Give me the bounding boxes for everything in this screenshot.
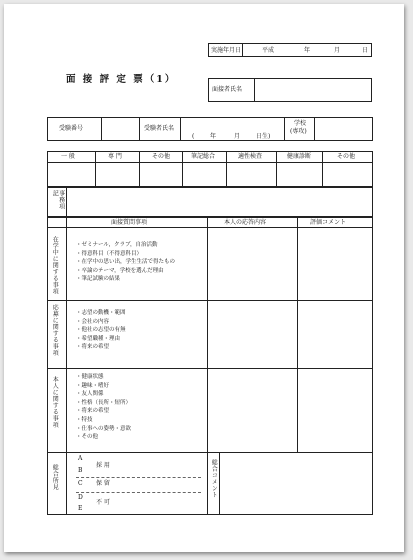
answers-header: 本人の応答内容: [224, 219, 267, 226]
grade-a: A: [78, 455, 83, 462]
overall-label: 総合所見: [51, 464, 59, 490]
birth-year: 年: [210, 133, 217, 140]
date-era: 平成: [262, 47, 275, 54]
date-month-unit: 月: [334, 47, 341, 54]
list-item: ・筆記試験の結果: [76, 276, 121, 283]
applicant-number-label: 受験番号: [59, 125, 84, 132]
school-major: (専攻): [290, 128, 307, 135]
list-item: ・性格（長所・短所）: [76, 399, 132, 406]
grade-e: E: [78, 505, 83, 512]
score-header-other2: その他: [337, 153, 356, 160]
notes-row: [47, 187, 373, 217]
list-item: ・特技: [76, 416, 93, 423]
list-item: ・友人関係: [76, 391, 104, 398]
birth-month: 月: [234, 133, 241, 140]
section-personal-label: 本人に関する事項: [51, 376, 59, 428]
evaluation-sheet: [4, 4, 404, 552]
grade-d-text: 不 可: [96, 499, 110, 506]
grade-b-text: 採 用: [96, 462, 110, 469]
score-header-special: 専 門: [108, 153, 122, 160]
grade-c: C: [78, 480, 83, 487]
birth-day: 日生): [256, 133, 271, 140]
notes-label: 事務項記: [51, 190, 65, 210]
section-application-items: [76, 309, 126, 352]
grade-b: B: [78, 467, 83, 474]
section-application-label: 応募に関する事項: [51, 304, 59, 356]
section-personal-items: [76, 373, 131, 442]
overall-comment-label: 総合コメント: [210, 459, 218, 498]
list-item: ・志望の動機・範囲: [76, 310, 126, 316]
list-item: ・在学中の思い出，学生生活で得たもの: [76, 259, 176, 266]
list-item: ・得意科目（不得意科目）: [76, 250, 143, 257]
score-header-health: 健康診断: [287, 153, 312, 160]
score-header-aptitude: 適性検査: [238, 153, 263, 160]
list-item: ・希望職種・理由: [76, 335, 121, 342]
score-header-written: 筆記総合: [191, 153, 216, 160]
interviewer-label: 面接者氏名: [212, 86, 243, 93]
date-year-unit: 年: [304, 47, 311, 54]
list-item: ・趣味・嗜好: [76, 382, 110, 389]
list-item: ・将来の希望: [76, 408, 110, 415]
score-header-general: 一 般: [61, 153, 75, 160]
list-item: ・他社の志望の有無: [76, 327, 126, 334]
date-label: 実施年月日: [211, 47, 242, 54]
school-label: 学校: [294, 120, 307, 127]
score-header-other: その他: [152, 153, 171, 160]
list-item: ・ゼミナール，クラブ，自治活動: [76, 242, 158, 248]
section-school-label: 在学中に関する事項: [51, 236, 59, 295]
section-school-items: [76, 241, 175, 284]
applicant-name-label: 受験者氏名: [144, 125, 175, 132]
evaluation-header: 評価コメント: [310, 219, 347, 226]
list-item: ・会社の内容: [76, 318, 110, 325]
page-title: 面 接 評 定 票（1）: [66, 74, 177, 85]
grade-d: D: [78, 494, 83, 501]
list-item: ・卒論のテーマ，学校を選んだ理由: [76, 267, 164, 274]
list-item: ・その他: [76, 434, 99, 441]
list-item: ・健康状態: [76, 374, 104, 380]
list-item: ・仕事への姿勢・意欲: [76, 425, 132, 432]
date-day-unit: 日: [362, 47, 369, 54]
questions-header: 面接質問事項: [111, 219, 148, 226]
list-item: ・将来の希望: [76, 344, 110, 351]
birth-paren: (: [192, 133, 195, 140]
grade-c-text: 保 留: [96, 480, 110, 487]
